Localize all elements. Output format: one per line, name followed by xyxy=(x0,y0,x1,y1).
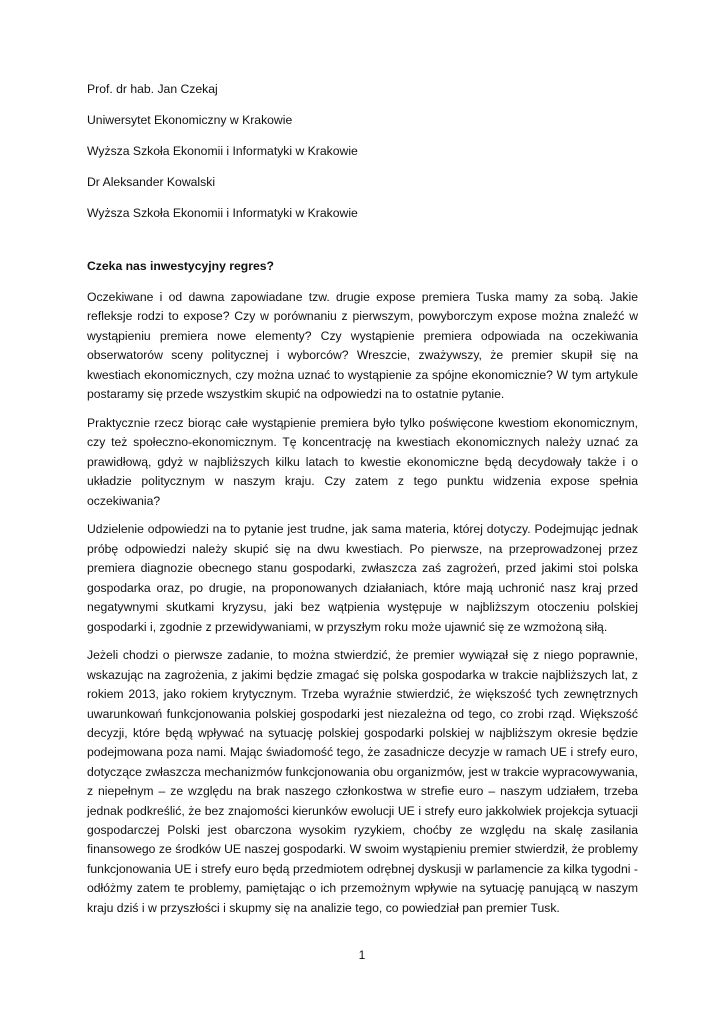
body-paragraph: Praktycznie rzecz biorąc całe wystąpienie premiera było tylko poświęcone kwestiom ekonomicznym, czy też społeczno-ekonomicznym. Tę koncentrację na kwestiach ekonomicznych należy uznać za prawidłową, gdyż w najbliższych kilku latach to kwestie ekonomiczne będą decydowały także i o układzie politycznym w naszym kraju. Czy zatem z tego punktu widzenia expose spełnia oczekiwania? xyxy=(87,415,638,508)
document-page xyxy=(87,82,638,928)
author-block xyxy=(87,82,638,221)
body-paragraph: Udzielenie odpowiedzi na to pytanie jest trudne, jak sama materia, której dotyczy. Podejmując jednak próbę odpowiedzi należy skupić się na dwu kwestiach. Po pierwsze, na przeprowadzonej przez premiera diagnozie obecnego stanu gospodarki, zwłaszcza zaś zagrożeń, przed jakimi stoi polska gospodarka oraz, po drugie, na proponowanych działaniach, które mają uchronić nasz kraj przed negatywnymi skutkami kryzysu, jaki bez wątpienia występuje w najbliższym otoczeniu polskiej gospodarki i, zgodnie z przewidywaniami, w przyszłym roku może ujawnić się ze wzmożoną siłą. xyxy=(87,522,638,634)
author-affiliation: Wyższa Szkoła Ekonomii i Informatyki w Krakowie xyxy=(87,144,358,158)
author-name: Prof. dr hab. Jan Czekaj xyxy=(87,82,218,96)
body-paragraph: Jeżeli chodzi o pierwsze zadanie, to można stwierdzić, że premier wywiązał się z niego poprawnie, wskazując na zagrożenia, z jakimi będzie zmagać się polska gospodarka w trakcie najbliższych lat, z rokiem 2013, jako rokiem krytycznym. Trzeba wyraźnie stwierdzić, że większość tych zewnętrznych uwarunkowań funkcjonowania polskiej gospodarki jest niezależna od tego, co zrobi rząd. Większość decyzji, które będą wpływać na sytuację polskiej gospodarki polskiej w najbliższym okresie będzie podejmowana poza nami. Mając świadomość tego, że zasadnicze decyzje w ramach UE i strefy euro, dotyczące zwłaszcza mechanizmów funkcjonowania obu organizmów, jest w trakcie wypracowywania, z niepełnym – ze względu na brak naszego członkostwa w strefie euro – naszym udziałem, trzeba jednak podkreślić, że bez znajomości kierunków ewolucji UE i strefy euro jakkolwiek projekcja sytuacji gospodarczej Polski jest obarczona wysokim ryzykiem, choćby ze względu na skalę zasilania finansowego ze środków UE naszej gospodarki. W swoim wystąpieniu premier stwierdził, że problemy funkcjonowania UE i strefy euro będą przedmiotem odrębnej dyskusji w parlamencie za kilka tygodni - odłóżmy zatem te problemy, pamiętając o ich przemożnym wpływie na sytuację panującą w naszym kraju dziś i w przyszłości i skupmy się na analizie tego, co powiedział pan premier Tusk. xyxy=(87,648,638,915)
article-body xyxy=(87,288,638,918)
author-affiliation: Uniwersytet Ekonomiczny w Krakowie xyxy=(87,113,293,127)
page-number: 1 xyxy=(358,948,366,962)
body-paragraph: Oczekiwane i od dawna zapowiadane tzw. drugie expose premiera Tuska mamy za sobą. Jakie refleksje rodzi to expose? Czy w porównaniu z pierwszym, powyborczym expose można znaleźć w wystąpieniu premiera nowe elementy? Czy wystąpienie premiera odpowiada na oczekiwania obserwatorów sceny politycznej i wyborców? Wreszcie, zważywszy, że premier skupił się na kwestiach ekonomicznych, czy można uznać to wystąpienie za spójne ekonomicznie? W tym artykule postaramy się przede wszystkim skupić na odpowiedzi na to ostatnie pytanie. xyxy=(87,290,638,402)
author-affiliation: Wyższa Szkoła Ekonomii i Informatyki w Krakowie xyxy=(87,206,358,220)
article-title: Czeka nas inwestycyjny regres? xyxy=(87,259,274,273)
author-name: Dr Aleksander Kowalski xyxy=(87,175,216,189)
